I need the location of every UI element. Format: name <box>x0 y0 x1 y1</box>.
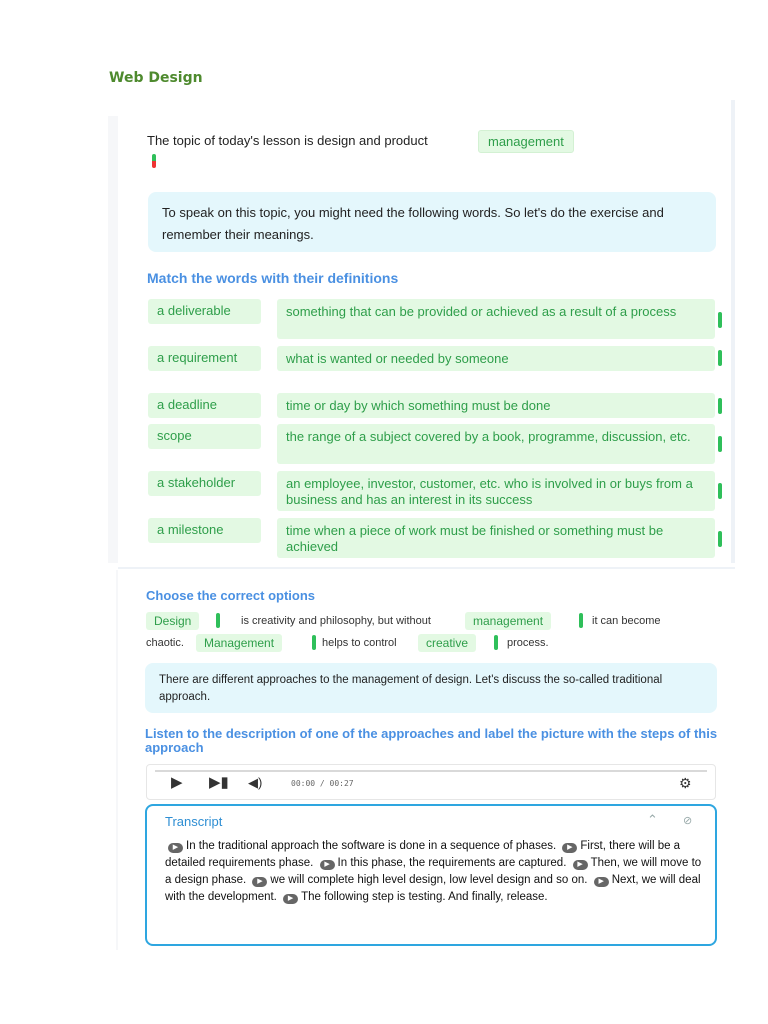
segment-play-icon[interactable]: ▶ <box>573 860 588 870</box>
match-word-chip[interactable]: a requirement <box>148 346 261 371</box>
transcript-segment[interactable]: Next, we will deal with the development. <box>165 874 701 903</box>
segment-play-icon[interactable]: ▶ <box>594 877 609 887</box>
correct-marker <box>216 613 220 628</box>
match-definition[interactable]: what is wanted or needed by someone <box>277 346 715 371</box>
volume-icon[interactable]: ◀) <box>248 775 263 790</box>
sentence-fragment: chaotic. <box>146 637 184 649</box>
time-readout: 00:00 / 00:27 <box>291 779 354 788</box>
panel-shadow <box>108 116 118 563</box>
transcript-segment[interactable]: In this phase, the requirements are captured. <box>337 857 567 869</box>
match-word-chip[interactable]: a deliverable <box>148 299 261 324</box>
transcript-body <box>165 838 705 906</box>
answer-status-marker <box>152 154 156 168</box>
chevron-up-icon[interactable]: ⌃ <box>647 812 658 827</box>
transcript-title: Transcript <box>165 814 223 829</box>
listen-heading: Listen to the description of one of the approaches and label the picture with the steps of this approach <box>145 726 718 755</box>
sentence-fragment: process. <box>507 637 549 649</box>
segment-play-icon[interactable]: ▶ <box>252 877 267 887</box>
audio-player <box>146 764 716 800</box>
transcript-segment[interactable]: we will complete high level design, low level design and so on. <box>270 874 588 886</box>
match-correct-marker <box>718 531 722 547</box>
match-definition[interactable]: something that can be provided or achieved as a result of a process <box>277 299 715 339</box>
intro-info-box: To speak on this topic, you might need the following words. So let's do the exercise and remember their meanings. <box>148 192 716 252</box>
match-heading: Match the words with their definitions <box>147 270 399 286</box>
match-correct-marker <box>718 436 722 452</box>
match-correct-marker <box>718 350 722 366</box>
correct-marker <box>494 635 498 650</box>
match-word-chip[interactable]: a stakeholder <box>148 471 261 496</box>
answer-chip-management-cap[interactable]: Management <box>196 634 282 652</box>
transcript-segment[interactable]: First, there will be a detailed requirements phase. <box>165 840 681 869</box>
match-correct-marker <box>718 312 722 328</box>
transcript-segment[interactable]: Then, we will move to a design phase. <box>165 857 702 886</box>
match-definition[interactable]: time when a piece of work must be finished or something must be achieved <box>277 518 715 558</box>
segment-play-icon[interactable]: ▶ <box>283 894 298 904</box>
sentence-fragment: it can become <box>592 615 661 627</box>
match-definition[interactable]: an employee, investor, customer, etc. who is involved in or buys from a business and has an interest in its success <box>277 471 715 511</box>
match-word-chip[interactable]: a milestone <box>148 518 261 543</box>
match-correct-marker <box>718 483 722 499</box>
topic-sentence: The topic of today's lesson is design and product <box>147 133 428 148</box>
match-definition[interactable]: the range of a subject covered by a book, programme, discussion, etc. <box>277 424 715 464</box>
answer-chip-management[interactable]: management <box>465 612 551 630</box>
match-definition[interactable]: time or day by which something must be done <box>277 393 715 418</box>
correct-marker <box>312 635 316 650</box>
play-icon[interactable]: ▶ <box>171 774 183 791</box>
hide-eye-icon[interactable]: ⊘ <box>683 815 693 827</box>
correct-marker <box>579 613 583 628</box>
transcript-box <box>145 804 717 946</box>
match-word-chip[interactable]: scope <box>148 424 261 449</box>
segment-play-icon[interactable]: ▶ <box>562 843 577 853</box>
segment-play-icon[interactable]: ▶ <box>320 860 335 870</box>
topic-answer-chip[interactable]: management <box>478 130 574 153</box>
transcript-segment[interactable]: In the traditional approach the software is done in a sequence of phases. <box>186 840 557 852</box>
document-title: Web Design <box>109 70 203 86</box>
choose-heading: Choose the correct options <box>146 588 316 603</box>
progress-track[interactable] <box>155 770 707 772</box>
match-correct-marker <box>718 398 722 414</box>
sentence-fragment: helps to control <box>322 637 397 649</box>
settings-icon[interactable]: ⚙ <box>679 775 692 791</box>
answer-chip-design[interactable]: Design <box>146 612 199 630</box>
approach-info-box: There are different approaches to the management of design. Let's discuss the so-called traditional approach. <box>145 663 717 713</box>
match-word-chip[interactable]: a deadline <box>148 393 261 418</box>
transcript-segment[interactable]: The following step is testing. And finally, release. <box>301 891 548 903</box>
sentence-fragment: is creativity and philosophy, but without <box>241 615 431 627</box>
answer-chip-creative[interactable]: creative <box>418 634 476 652</box>
skip-next-icon[interactable]: ▶▮ <box>209 774 229 791</box>
segment-play-icon[interactable]: ▶ <box>168 843 183 853</box>
